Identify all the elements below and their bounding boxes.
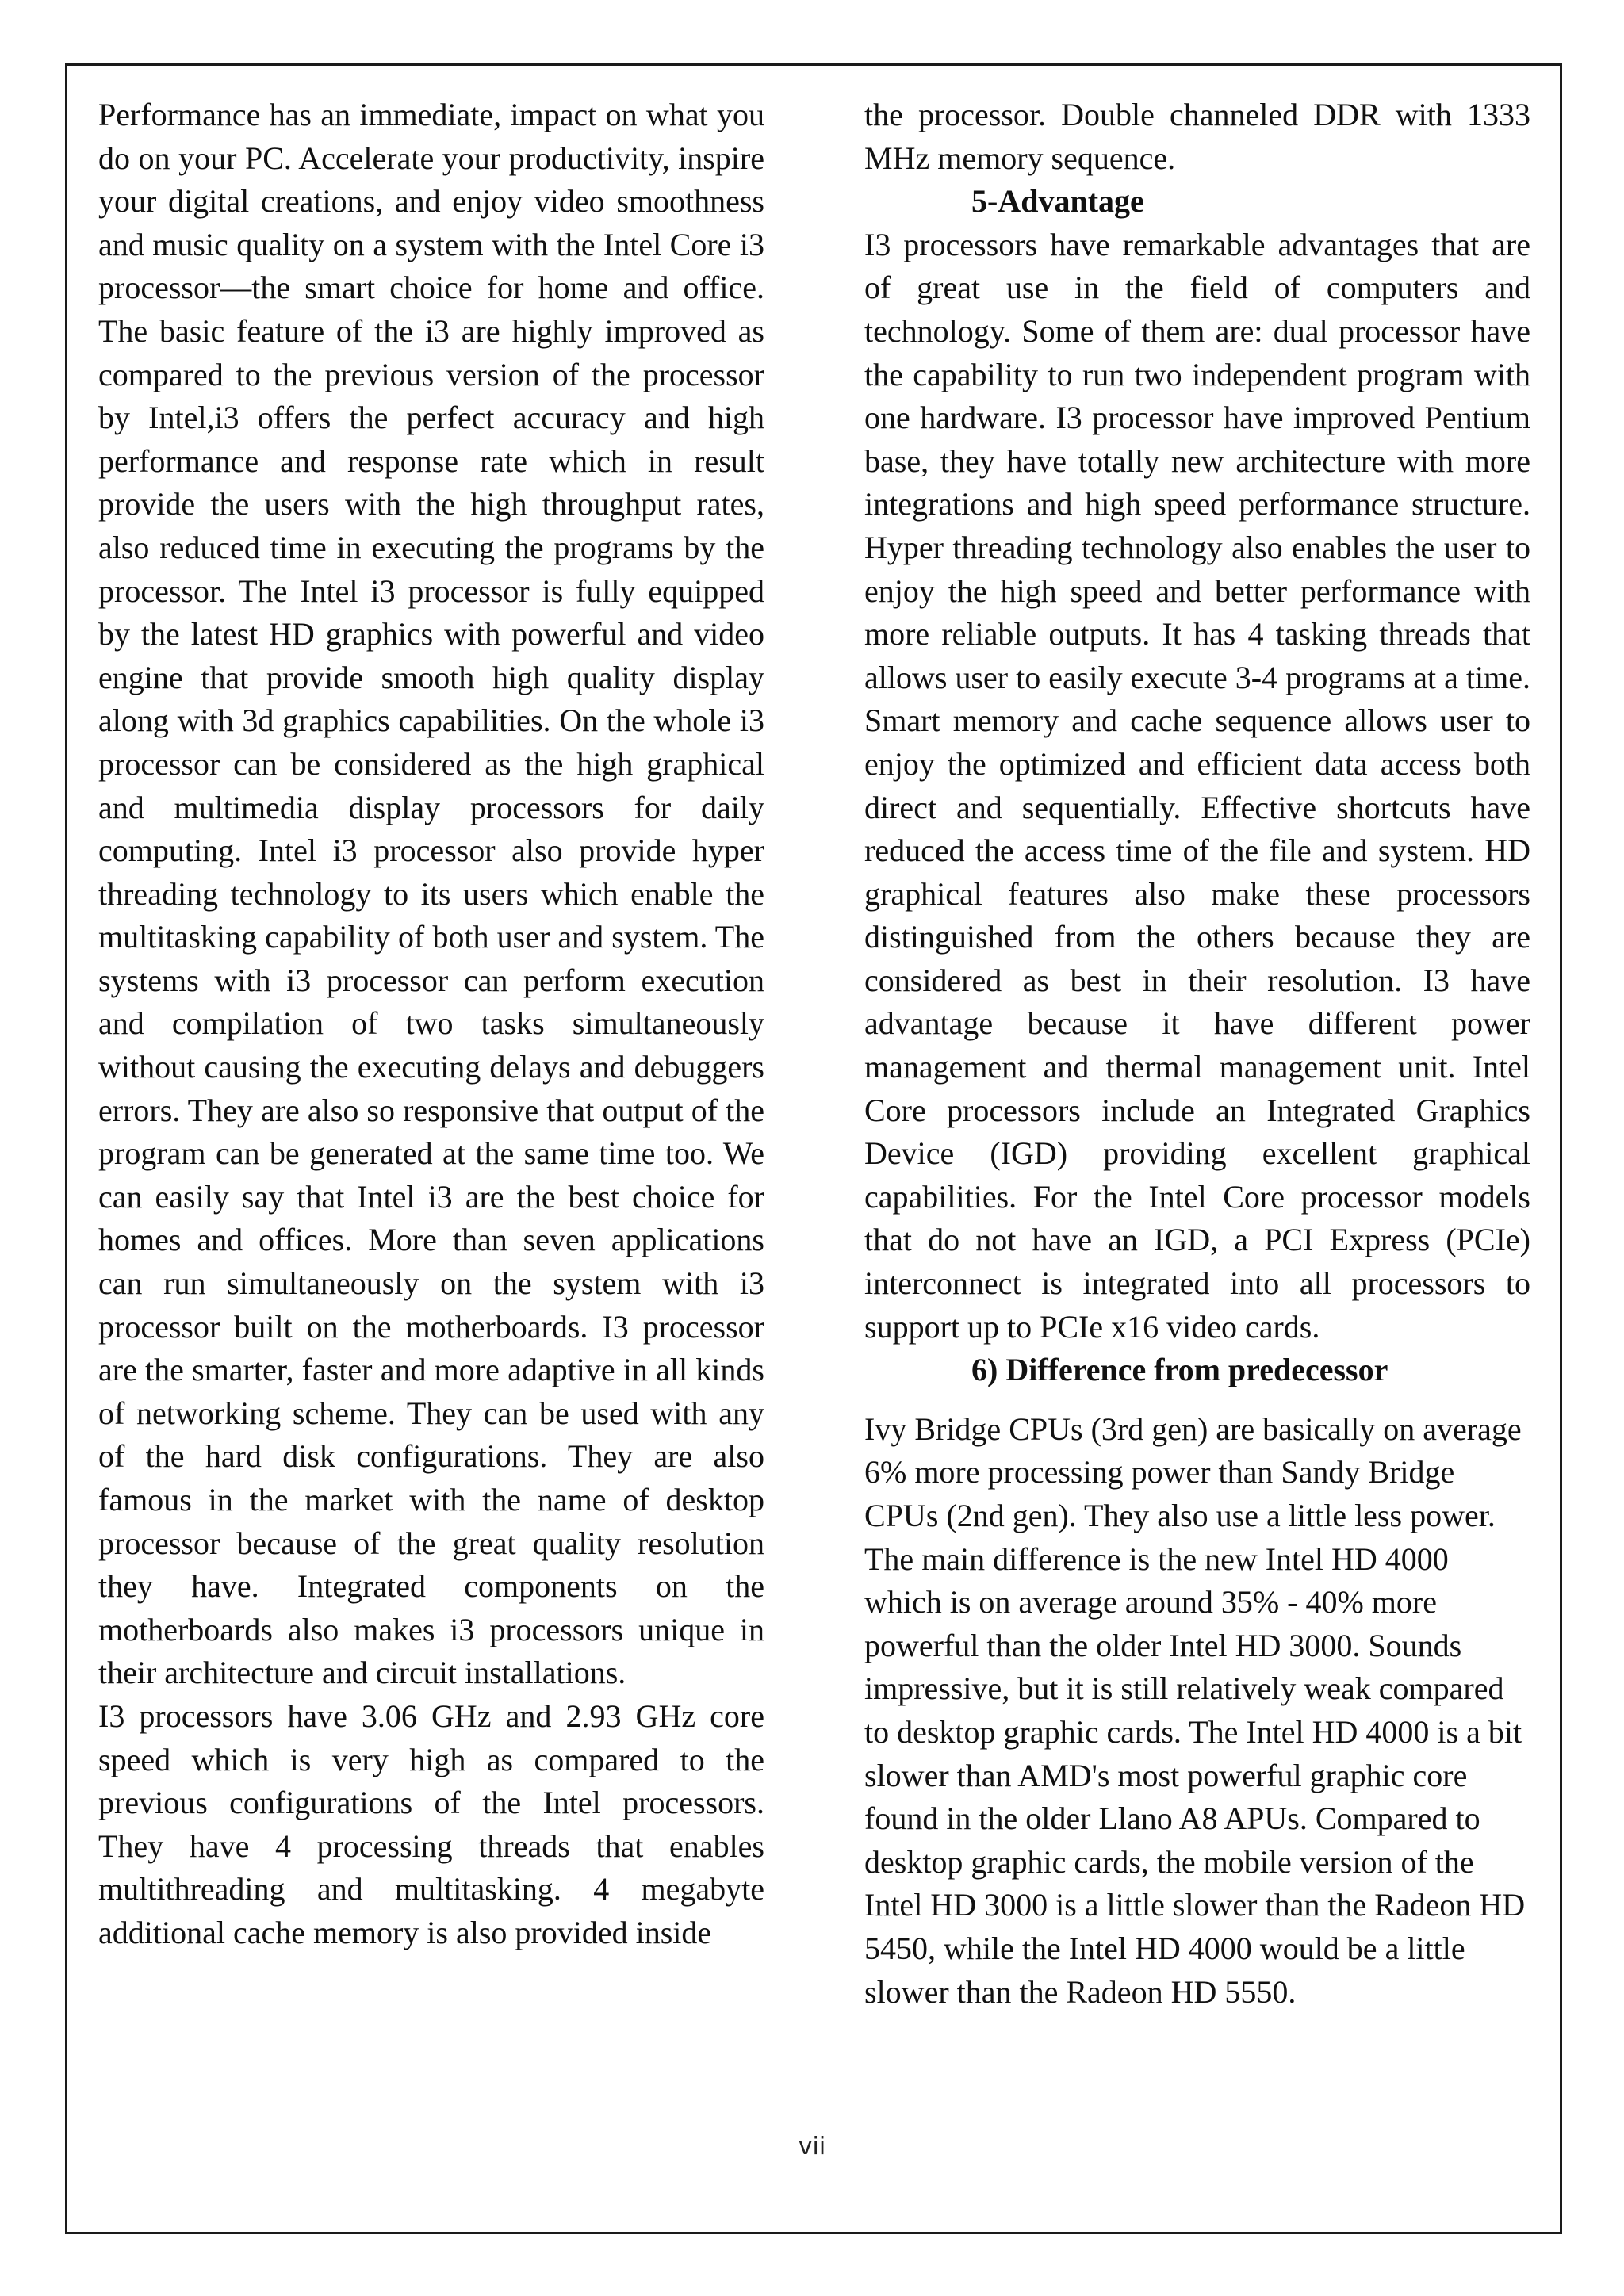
section-6-body: Ivy Bridge CPUs (3rd gen) are basically on average 6% more processing power than Sandy Bridge CPUs (2nd gen). They also use a little less power. The main difference is the new Intel HD 4000 which is on average around 35% - 40% more powerful than the older Intel HD 3000. Sounds impressive, but it is still relatively weak compared to desktop graphic cards. The Intel HD 4000 is a bit slower than AMD's most powerful graphic core found in the older Llano A8 APUs. Compared to desktop graphic cards, the mobile version of the Intel HD 3000 is a little slower than the Radeon HD 5450, while the Intel HD 4000 would be a little slower than the Radeon HD 5550. xyxy=(864,1410,1526,2010)
right-column xyxy=(864,94,1530,2014)
section-5-body: I3 processors have remarkable advantages that are of great use in the field of computers and technology. Some of them are: dual processor have the capability to run two independent program with one hardware. I3 processor have improved Pentium base, they have totally new architecture with more integrations and high speed performance structure. Hyper threading technology also enables the user to enjoy the high speed and better performance with more reliable outputs. It has 4 tasking threads that allows user to easily execute 3-4 programs at a time. Smart memory and cache sequence allows user to enjoy the optimized and efficient data access both direct and sequentially. Effective shortcuts have reduced the access time of the file and system. HD graphical features also make these processors distinguished from the others because they are considered as best in their resolution. I3 have advantage because it have different power management and thermal management unit. Intel Core processors include an Integrated Graphics Device (IGD) providing excellent graphical capabilities. For the Intel Core processor models that do not have an IGD, a PCI Express (PCIe) interconnect is integrated into all processors to support up to PCIe x16 video cards. xyxy=(864,226,1530,1345)
section-6-heading: 6) Difference from predecessor xyxy=(971,1352,1388,1388)
page-number: vii xyxy=(798,2133,826,2160)
left-column xyxy=(98,94,764,1955)
left-paragraph-1: Performance has an immediate, impact on what you do on your PC. Accelerate your productivity, inspire your digital creations, and enjoy video smoothness and music quality on a system with the Intel Core i3 processor—the smart choice for home and office. The basic feature of the i3 are highly improved as compared to the previous version of the processor by Intel,i3 offers the perfect accuracy and high performance and response rate which in result provide the users with the high throughput rates, also reduced time in executing the programs by the processor. The Intel i3 processor is fully equipped by the latest HD graphics with powerful and video engine that provide smooth high quality display along with 3d graphics capabilities. On the whole i3 processor can be considered as the high graphical and multimedia display processors for daily computing. Intel i3 processor also provide hyper threading technology to its users which enable the multitasking capability of both user and system. The systems with i3 processor can perform execution and compilation of two tasks simultaneously without causing the executing delays and debuggers errors. They are also so responsive that output of the program can be generated at the same time too. We can easily say that Intel i3 are the best choice for homes and offices. More than seven applications can run simultaneously on the system with i3 processor built on the motherboards. I3 processor are the smarter, faster and more adaptive in all kinds of networking scheme. They can be used with any of the hard disk configurations. They are also famous in the market with the name of desktop processor because of the great quality resolution they have. Integrated components on the motherboards also makes i3 processors unique in their architecture and circuit installations. xyxy=(98,97,764,1691)
right-continuation-paragraph: the processor. Double channeled DDR with 1333 MHz memory sequence. xyxy=(864,97,1530,176)
section-5-heading: 5-Advantage xyxy=(971,183,1144,220)
left-paragraph-2: I3 processors have 3.06 GHz and 2.93 GHz core speed which is very high as compared to the previous configurations of the Intel processors. They have 4 processing threads that enables multithreading and multitasking. 4 megabyte additional cache memory is also provided inside xyxy=(98,1697,764,1950)
